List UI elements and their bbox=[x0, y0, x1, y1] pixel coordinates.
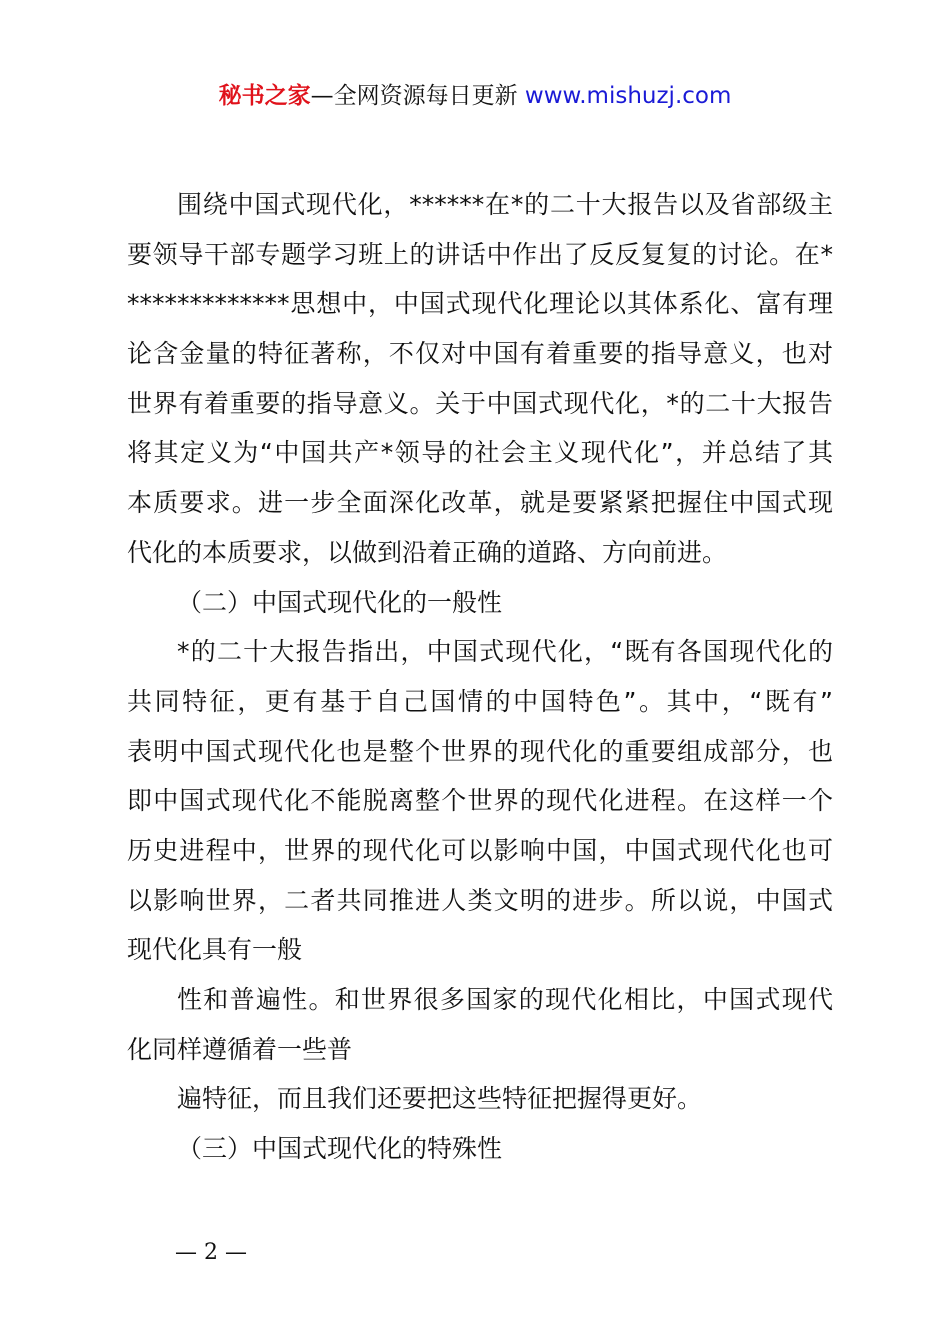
paragraph-line: 现代化具有一般 bbox=[127, 935, 303, 965]
brand-name: 秘书之家 bbox=[218, 83, 311, 109]
paragraph-line: 世界有着重要的指导意义。关于中国式现代化，*的二十大报告 bbox=[127, 388, 833, 418]
paragraph-line: 以影响世界，二者共同推进人类文明的进步。所以说，中国式 bbox=[127, 885, 833, 915]
paragraph-line: 论含金量的特征著称，不仅对中国有着重要的指导意义，也对 bbox=[127, 339, 833, 369]
paragraph-line: 本质要求。进一步全面深化改革，就是要紧紧把握住中国式现 bbox=[127, 488, 833, 518]
paragraph-line: *************思想中，中国式现代化理论以其体系化、富有理 bbox=[127, 289, 833, 319]
paragraph-line: 将其定义为“中国共产*领导的社会主义现代化”，并总结了其 bbox=[127, 438, 833, 468]
paragraph-line: 历史进程中，世界的现代化可以影响中国，中国式现代化也可 bbox=[127, 835, 833, 865]
paragraph-line: 共同特征，更有基于自己国情的中国特色”。其中，“既有” bbox=[127, 686, 833, 716]
section-heading: （二）中国式现代化的一般性 bbox=[177, 587, 503, 617]
document-body bbox=[127, 180, 833, 1174]
paragraph-line: 即中国式现代化不能脱离整个世界的现代化进程。在这样一个 bbox=[127, 786, 833, 816]
paragraph-line: 遍特征，而且我们还要把这些特征把握得更好。 bbox=[177, 1084, 703, 1114]
paragraph-line: 性和普遍性。和世界很多国家的现代化相比，中国式现代 bbox=[177, 985, 833, 1014]
site-url-link[interactable]: www.mishuzj.com bbox=[524, 83, 732, 109]
paragraph-line: 围绕中国式现代化，******在*的二十大报告以及省部级主 bbox=[177, 190, 833, 219]
paragraph-line: 化同样遵循着一些普 bbox=[127, 1034, 353, 1064]
paragraph-line: 代化的本质要求，以做到沿着正确的道路、方向前进。 bbox=[127, 537, 728, 567]
paragraph-line: *的二十大报告指出，中国式现代化，“既有各国现代化的 bbox=[177, 637, 833, 667]
paragraph-line: 表明中国式现代化也是整个世界的现代化的重要组成部分，也 bbox=[127, 736, 833, 766]
page-number: — 2 — bbox=[175, 1240, 247, 1265]
paragraph-line: 要领导干部专题学习班上的讲话中作出了反反复复的讨论。在* bbox=[127, 239, 833, 269]
page-header bbox=[0, 80, 950, 112]
section-heading: （三）中国式现代化的特殊性 bbox=[177, 1134, 503, 1164]
header-tagline: —全网资源每日更新 bbox=[310, 83, 518, 109]
